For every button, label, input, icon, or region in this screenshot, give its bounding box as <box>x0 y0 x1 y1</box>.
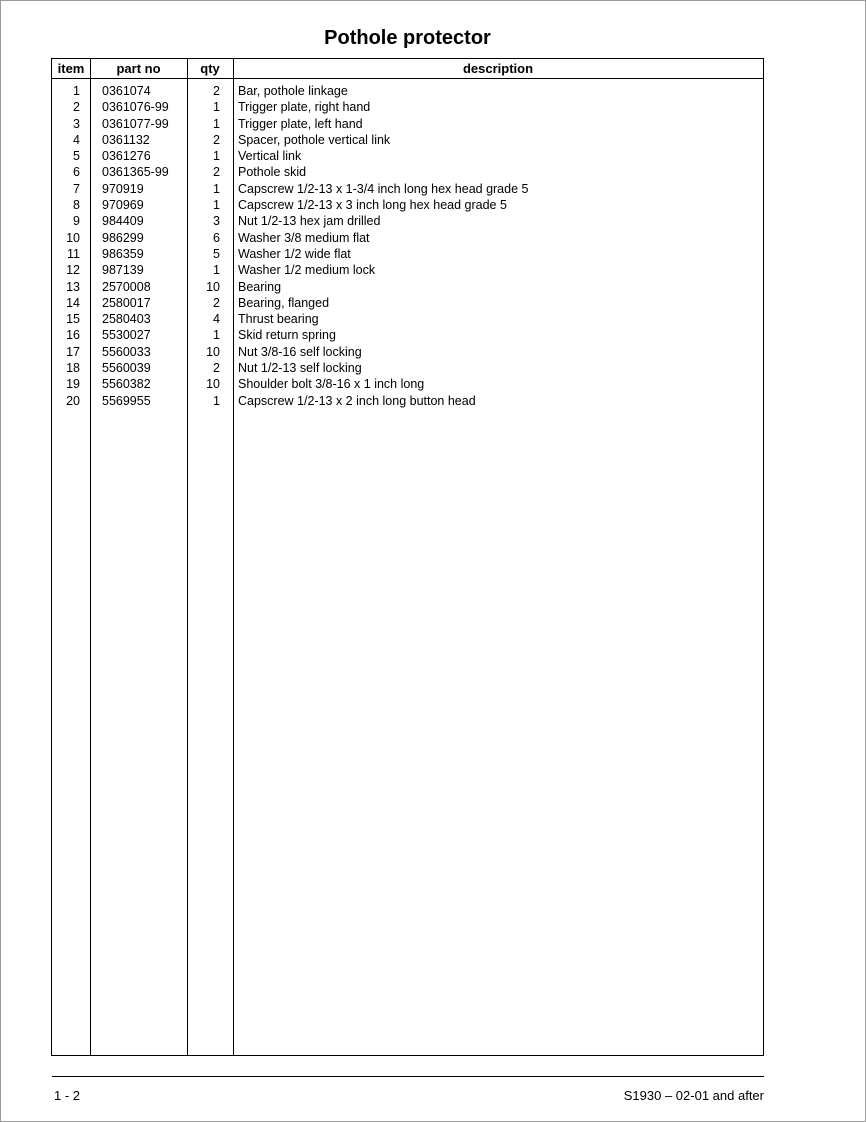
header-description: description <box>462 61 534 76</box>
table-row <box>52 99 763 115</box>
cell-item: 7 <box>73 181 80 196</box>
cell-description: Skid return spring <box>238 328 336 343</box>
table-row <box>52 344 763 360</box>
cell-description: Nut 1/2-13 self locking <box>238 361 362 376</box>
cell-item: 19 <box>66 377 80 392</box>
cell-qty: 10 <box>206 279 220 294</box>
cell-qty: 6 <box>213 230 220 245</box>
table-row <box>52 197 763 213</box>
footer-divider <box>52 1076 764 1077</box>
cell-part-no: 5560033 <box>102 344 151 359</box>
cell-description: Washer 1/2 wide flat <box>238 246 351 261</box>
cell-description: Capscrew 1/2-13 x 1-3/4 inch long hex head grade 5 <box>238 181 529 196</box>
cell-qty: 5 <box>213 246 220 261</box>
header-item: item <box>57 61 85 76</box>
cell-item: 13 <box>66 279 80 294</box>
table-row <box>52 164 763 180</box>
cell-part-no: 5560382 <box>102 377 151 392</box>
cell-item: 14 <box>66 295 80 310</box>
cell-part-no: 2580403 <box>102 312 151 327</box>
table-row <box>52 148 763 164</box>
cell-part-no: 5530027 <box>102 328 151 343</box>
cell-description: Bar, pothole linkage <box>238 84 348 98</box>
cell-part-no: 987139 <box>102 263 144 278</box>
cell-item: 1 <box>73 84 80 98</box>
table-row <box>52 393 763 409</box>
cell-qty: 10 <box>206 344 220 359</box>
cell-part-no: 0361074 <box>102 84 151 98</box>
cell-qty: 1 <box>213 263 220 278</box>
cell-item: 12 <box>66 263 80 278</box>
cell-qty: 1 <box>213 100 220 115</box>
cell-description: Pothole skid <box>238 165 307 180</box>
table-row <box>52 279 763 295</box>
cell-qty: 10 <box>206 377 220 392</box>
table-row <box>52 360 763 376</box>
cell-description: Trigger plate, right hand <box>238 100 371 115</box>
cell-description: Spacer, pothole vertical link <box>238 132 391 147</box>
cell-part-no: 0361365-99 <box>102 165 169 180</box>
cell-qty: 1 <box>213 393 220 408</box>
cell-part-no: 2570008 <box>102 279 151 294</box>
cell-description: Bearing, flanged <box>238 295 330 310</box>
cell-item: 16 <box>66 328 80 343</box>
cell-qty: 2 <box>213 132 220 147</box>
table-row <box>52 181 763 197</box>
cell-item: 9 <box>73 214 80 229</box>
table-row <box>52 376 763 392</box>
cell-description: Vertical link <box>238 149 302 164</box>
page-title: Pothole protector <box>324 27 491 49</box>
cell-description: Capscrew 1/2-13 x 2 inch long button head <box>238 393 476 408</box>
cell-description: Washer 3/8 medium flat <box>238 230 370 245</box>
cell-qty: 2 <box>213 361 220 376</box>
header-part-no: part no <box>116 61 161 76</box>
table-row <box>52 213 763 229</box>
cell-qty: 1 <box>213 149 220 164</box>
table-row <box>52 83 763 99</box>
table-row <box>52 327 763 343</box>
cell-qty: 1 <box>213 181 220 196</box>
cell-part-no: 0361132 <box>102 132 150 147</box>
cell-description: Trigger plate, left hand <box>238 116 363 131</box>
table-row <box>52 116 763 132</box>
cell-item: 11 <box>67 246 80 261</box>
header-qty: qty <box>200 61 220 76</box>
model-serial: S1930 – 02-01 and after <box>623 1088 764 1103</box>
parts-table <box>51 58 764 1056</box>
cell-part-no: 2580017 <box>102 295 151 310</box>
cell-item: 3 <box>73 116 80 131</box>
table-row <box>52 311 763 327</box>
table-row <box>52 230 763 246</box>
cell-item: 20 <box>66 393 80 408</box>
cell-description: Bearing <box>238 279 282 294</box>
cell-qty: 1 <box>213 198 220 213</box>
cell-description: Nut 1/2-13 hex jam drilled <box>238 214 381 229</box>
table-row <box>52 262 763 278</box>
cell-qty: 2 <box>213 165 220 180</box>
cell-description: Thrust bearing <box>238 312 319 327</box>
table-row <box>52 246 763 262</box>
cell-qty: 2 <box>213 84 220 98</box>
table-row <box>52 132 763 148</box>
cell-item: 2 <box>73 100 80 115</box>
cell-description: Capscrew 1/2-13 x 3 inch long hex head grade 5 <box>238 198 507 213</box>
cell-qty: 2 <box>213 295 220 310</box>
page-number: 1 - 2 <box>54 1088 81 1103</box>
cell-item: 4 <box>73 132 80 147</box>
header-divider <box>52 78 763 79</box>
table-row <box>52 295 763 311</box>
table-body <box>52 83 763 409</box>
cell-item: 18 <box>66 361 80 376</box>
cell-qty: 4 <box>213 312 220 327</box>
cell-item: 6 <box>73 165 80 180</box>
cell-part-no: 5560039 <box>102 361 151 376</box>
cell-part-no: 986359 <box>102 246 144 261</box>
cell-part-no: 5569955 <box>102 393 151 408</box>
cell-part-no: 986299 <box>102 230 144 245</box>
cell-part-no: 970969 <box>102 198 144 213</box>
cell-qty: 3 <box>213 214 220 229</box>
cell-part-no: 0361276 <box>102 149 151 164</box>
cell-part-no: 984409 <box>102 214 144 229</box>
cell-qty: 1 <box>213 116 220 131</box>
cell-part-no: 0361076-99 <box>102 100 169 115</box>
cell-part-no: 0361077-99 <box>102 116 169 131</box>
cell-part-no: 970919 <box>102 181 144 196</box>
cell-item: 5 <box>73 149 80 164</box>
cell-qty: 1 <box>213 328 220 343</box>
cell-description: Nut 3/8-16 self locking <box>238 344 362 359</box>
cell-description: Shoulder bolt 3/8-16 x 1 inch long <box>238 377 425 392</box>
cell-item: 17 <box>66 344 80 359</box>
cell-item: 15 <box>66 312 80 327</box>
cell-item: 10 <box>66 230 80 245</box>
cell-description: Washer 1/2 medium lock <box>238 263 376 278</box>
cell-item: 8 <box>73 198 80 213</box>
